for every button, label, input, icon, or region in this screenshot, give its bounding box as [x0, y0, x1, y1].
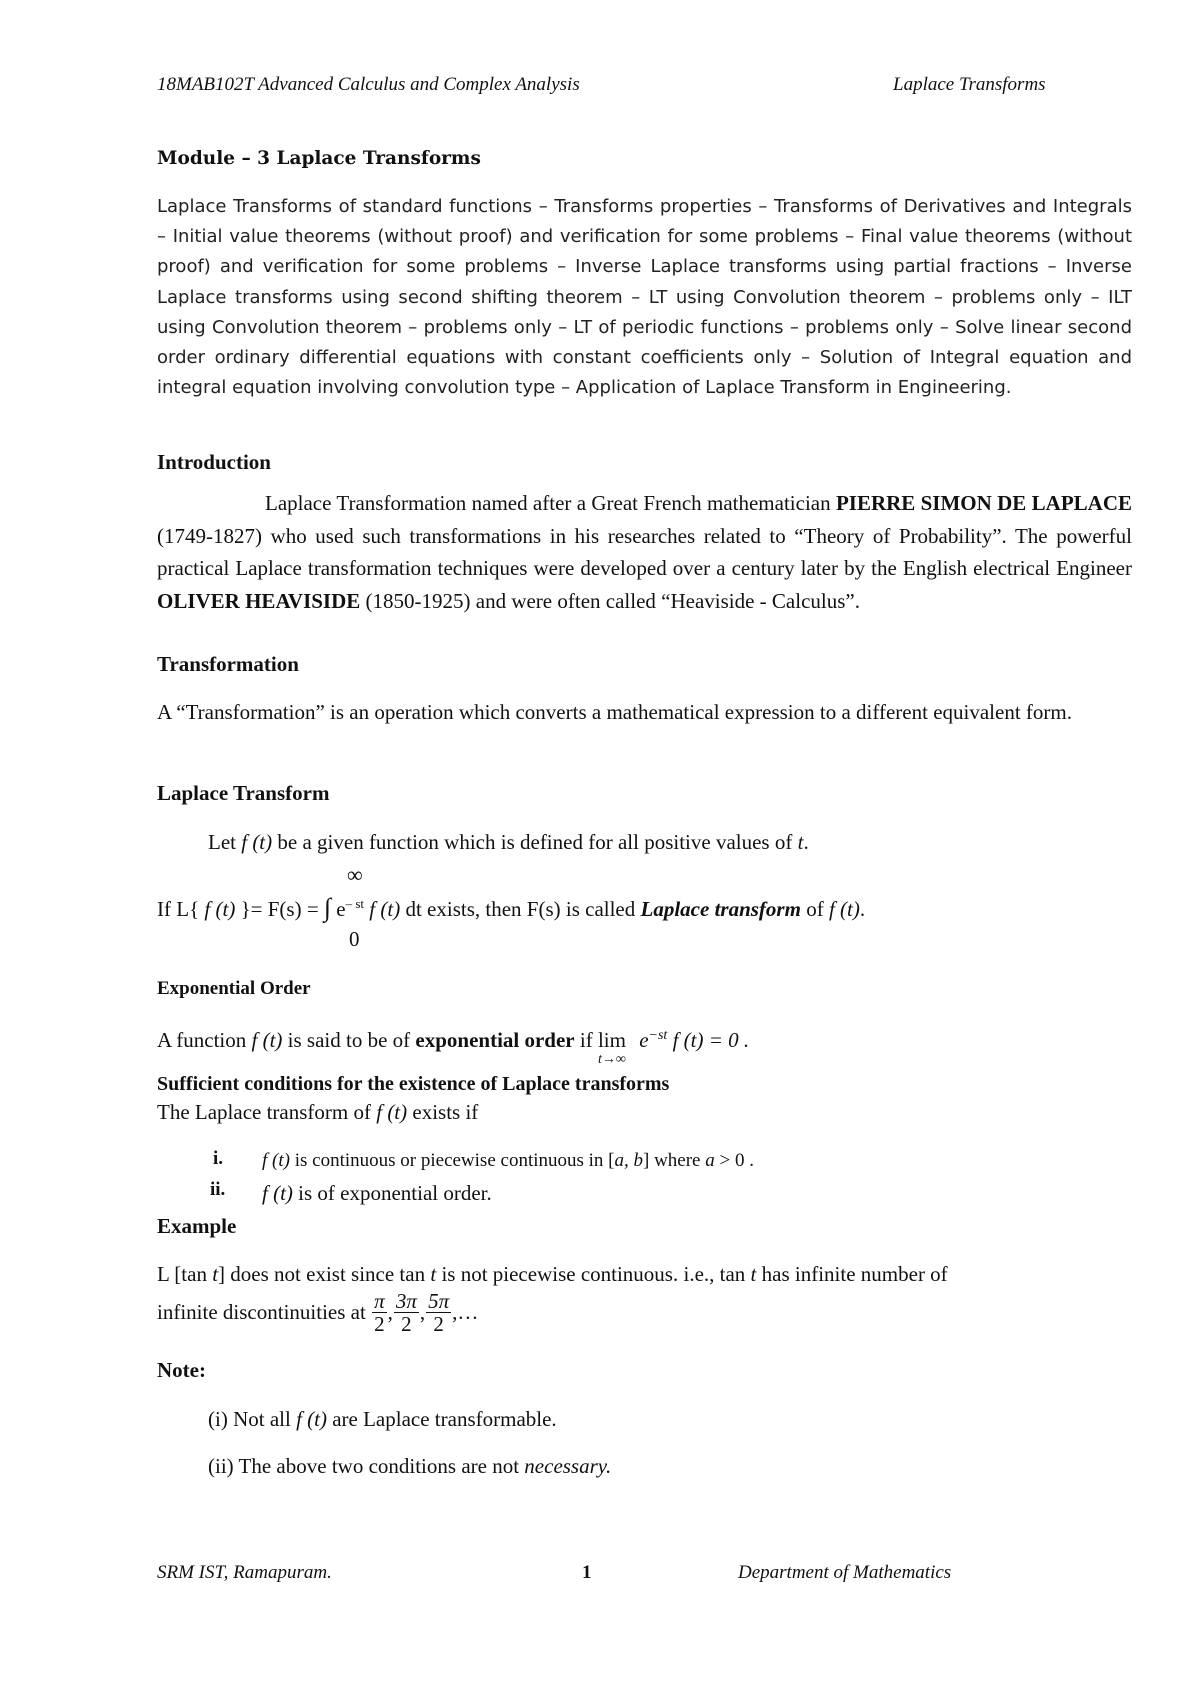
laplace-let-line: [208, 830, 809, 855]
intro-text-2: (1749-1827) who used such transformations in his researches related to “Theory of Probability”. The powerful practical Laplace transformation techniques were developed over a century later by the English electrical Engineer: [157, 523, 1132, 580]
frac1-den: 2: [374, 1312, 385, 1336]
ex-t-2: t: [430, 1262, 437, 1286]
header-course: 18MAB102T Advanced Calculus and Complex Analysis: [157, 74, 580, 95]
function-f-t: f (t): [296, 1407, 327, 1431]
cond1-gt-zero: > 0 .: [714, 1150, 754, 1171]
sufficient-conditions-intro: [157, 1100, 478, 1125]
note1-text-1: (i) Not all: [208, 1407, 297, 1431]
cond1-text-2: ] where: [643, 1150, 706, 1171]
note2-text: (ii) The above two conditions are not: [208, 1454, 525, 1478]
function-f-t: f (t): [828, 897, 860, 921]
exp-order-text-2: is said to be of: [282, 1028, 416, 1052]
introduction-heading: Introduction: [157, 450, 271, 474]
intro-name-laplace: PIERRE SIMON DE LAPLACE: [835, 491, 1132, 515]
fraction-pi-over-2: [372, 1290, 387, 1335]
cond1-interval: a, b: [614, 1150, 643, 1171]
frac2-num: 3π: [395, 1289, 417, 1313]
cond1-text: is continuous or piecewise continuous in [: [289, 1150, 615, 1171]
footer-department: Department of Mathematics: [738, 1562, 952, 1583]
laplace-definition-line: [157, 893, 865, 923]
intro-text-1: Laplace Transformation named after a Great French mathematician: [265, 491, 836, 515]
frac1-num: π: [374, 1289, 385, 1313]
cond2-ft: f (t): [262, 1181, 293, 1205]
integral-upper-limit: ∞: [347, 862, 363, 887]
suff-text-2: exists if: [407, 1100, 479, 1124]
frac3-den: 2: [433, 1312, 444, 1336]
def-text-3: dt exists, then F(s) is called: [400, 897, 641, 921]
ex-t-3: t: [750, 1262, 757, 1286]
exp-e: e: [336, 897, 346, 921]
condition-marker-1: i.: [213, 1148, 224, 1169]
exp-power-2: −st: [648, 1028, 668, 1043]
note2-necessary: necessary.: [524, 1454, 612, 1478]
intro-name-heaviside: OLIVER HEAVISIDE: [157, 588, 361, 613]
exponential-order-term: exponential order: [415, 1028, 575, 1052]
ex-discontinuities-text: infinite discontinuities at: [157, 1300, 366, 1324]
exp-order-if: if: [574, 1028, 598, 1052]
example-line-2: infinite discontinuities at $\frac{\pi}{2}$ , $\frac{3\pi}{2}$ , $\frac{5\pi}{2}$ ,…: [157, 1289, 479, 1336]
def-text-1: If L{: [157, 897, 205, 921]
lim-text: lim: [597, 1028, 626, 1052]
integral-lower-limit: 0: [349, 927, 360, 951]
fraction-5pi-over-2: [426, 1290, 451, 1335]
module-syllabus: Laplace Transforms of standard functions – Transforms properties – Transforms of Derivatives and Integrals – Initial value theorems (without proof) and verification for some problems – Final value theorems (without proof) and verification for some problems – Inverse Laplace transforms using partial fractions – Inverse Laplace transforms using second shifting theorem – LT using Convolution theorem – problems only – ILT using Convolution theorem – problems only – LT of periodic functions – problems only – Solve linear second order ordinary differential equations with constant coefficients only – Solution of Integral equation and integral equation involving convolution type – Application of Laplace Transform in Engineering.: [157, 196, 1132, 399]
exp-order-equation: f (t) = 0 .: [667, 1028, 750, 1052]
function-f-t: f (t): [241, 830, 273, 854]
function-f-t: f (t): [376, 1100, 408, 1124]
page-number: 1: [582, 1562, 592, 1583]
ex-t-1: t: [212, 1262, 219, 1286]
condition-marker-2: ii.: [210, 1179, 226, 1200]
intro-text-3: (1850-1925) and were often called “Heaviside - Calculus”.: [360, 588, 860, 613]
note-heading: Note:: [157, 1358, 206, 1382]
variable-t: t: [797, 830, 804, 854]
example-heading: Example: [157, 1214, 237, 1238]
cond1-ft: f (t): [262, 1150, 290, 1171]
module-title: Module – 3 Laplace Transforms: [157, 148, 481, 169]
ex-text-2: ] does not exist since tan: [218, 1262, 431, 1286]
let-text: Let: [208, 830, 242, 854]
function-f-t: f (t): [369, 897, 401, 921]
sufficient-conditions-heading: Sufficient conditions for the existence of Laplace transforms: [157, 1073, 670, 1095]
laplace-transform-term: Laplace transform: [640, 897, 801, 921]
function-f-t: f (t): [204, 897, 236, 921]
exp-e-2: e: [639, 1028, 649, 1052]
note1-text-2: are Laplace transformable.: [326, 1407, 557, 1431]
cond2-text: is of exponential order.: [292, 1181, 492, 1205]
let-text-2: be a given function which is defined for all positive values of: [272, 830, 798, 854]
condition-item-2: [262, 1181, 492, 1206]
laplace-heading: Laplace Transform: [157, 781, 330, 805]
example-line-1: [157, 1262, 948, 1287]
exp-order-text-1: A function: [157, 1028, 252, 1052]
ex-text-3: is not piecewise continuous. i.e., tan: [436, 1262, 751, 1286]
cond1-a: a: [705, 1150, 715, 1171]
footer-institution: SRM IST, Ramapuram.: [157, 1562, 332, 1583]
fraction-3pi-over-2: [394, 1290, 419, 1335]
introduction-paragraph: [157, 487, 1132, 617]
ex-ellipsis: ,…: [452, 1300, 479, 1324]
ex-text-4: has infinite number of: [756, 1262, 948, 1286]
integral-sign: ∫: [323, 893, 332, 922]
frac3-num: 5π: [428, 1289, 450, 1313]
lim-subscript: t→∞: [597, 1052, 626, 1067]
condition-item-1: [262, 1150, 754, 1172]
note-item-1: [208, 1407, 557, 1432]
def-of: of: [800, 897, 829, 921]
transformation-heading: Transformation: [157, 652, 299, 676]
def-end: .: [859, 897, 866, 921]
header-topic: Laplace Transforms: [893, 74, 1046, 95]
exponential-order-definition: [157, 1028, 750, 1067]
let-dot: .: [803, 830, 809, 854]
ex-text-1: L [tan: [157, 1262, 213, 1286]
exponential-order-heading: Exponential Order: [157, 978, 311, 999]
transformation-text: A “Transformation” is an operation which converts a mathematical expression to a different equivalent form.: [157, 700, 1072, 724]
limit-operator: [597, 1028, 634, 1067]
exp-power: – st: [345, 896, 365, 911]
note-item-2: [208, 1454, 611, 1479]
frac2-den: 2: [401, 1312, 412, 1336]
function-f-t: f (t): [251, 1028, 283, 1052]
def-text-2: }= F(s) =: [235, 897, 324, 921]
suff-text-1: The Laplace transform of: [157, 1100, 377, 1124]
